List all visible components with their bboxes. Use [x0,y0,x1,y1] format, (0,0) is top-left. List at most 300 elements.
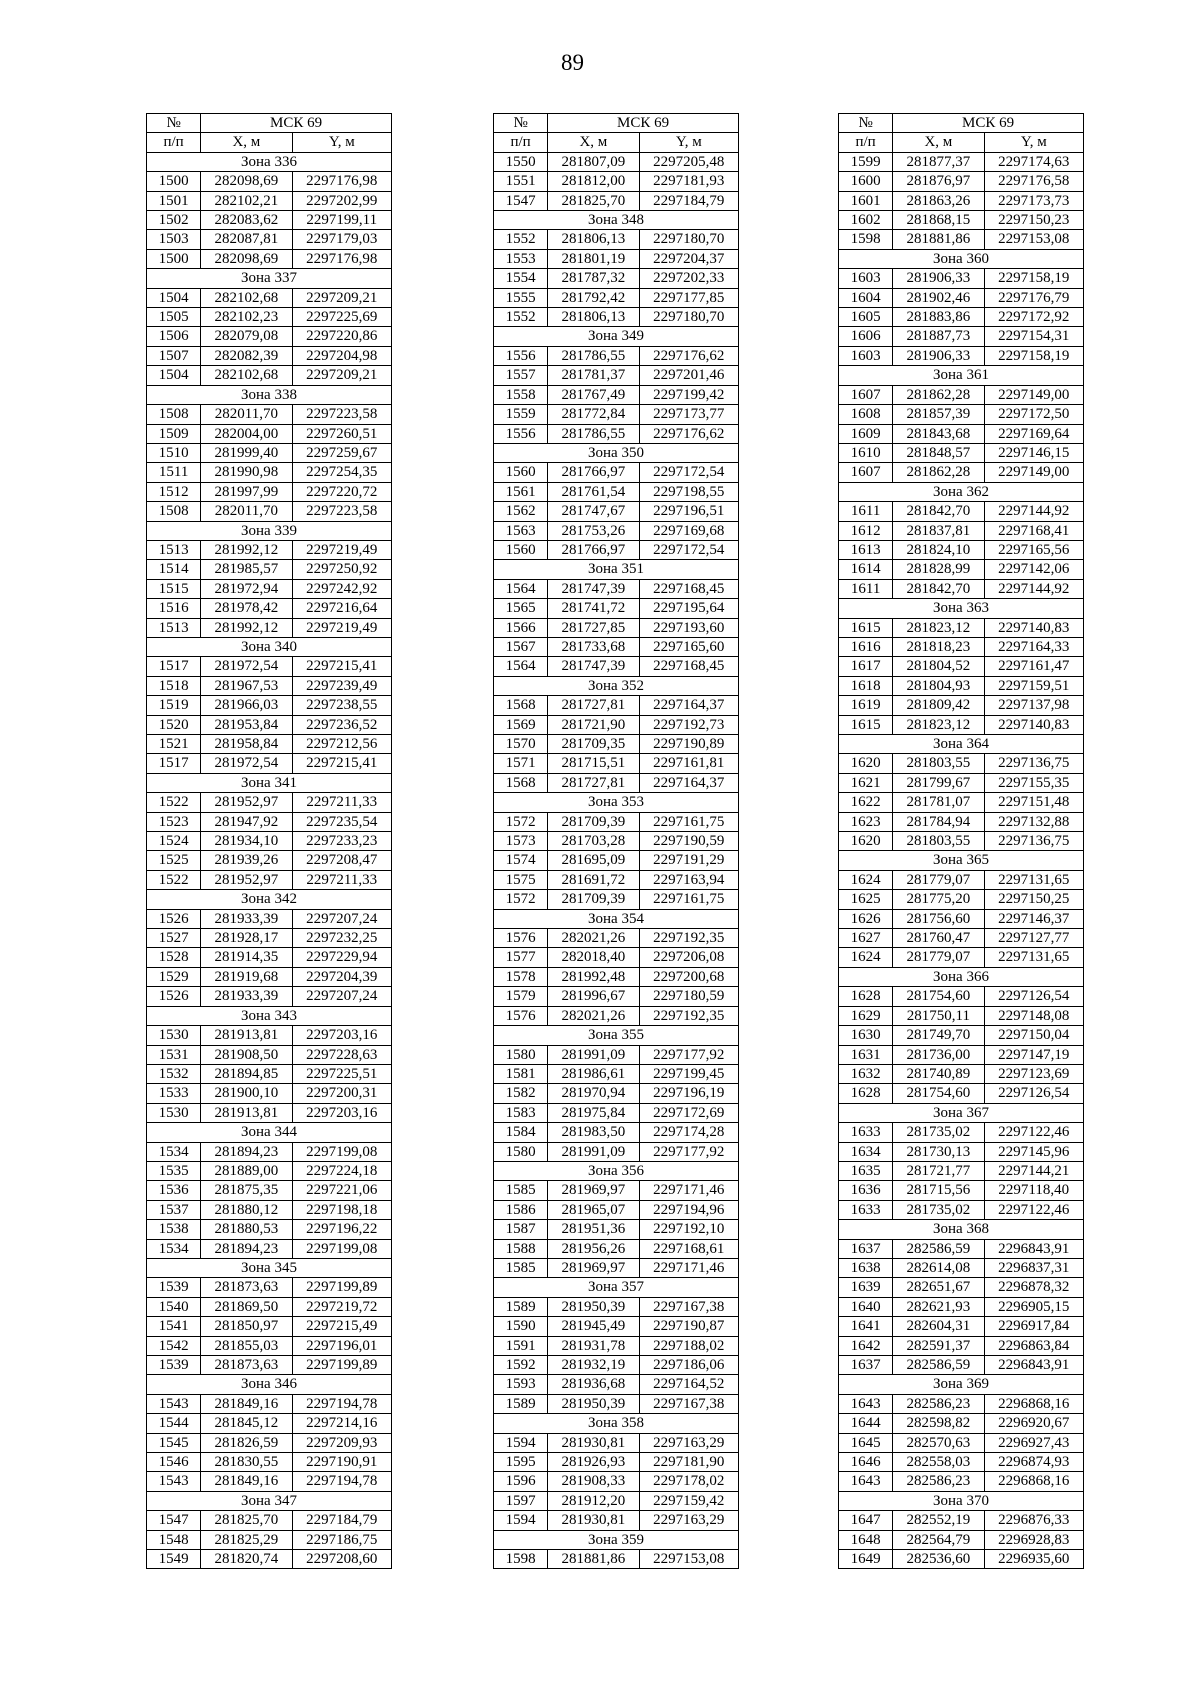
y-coordinate: 2297216,64 [292,599,391,618]
point-number: 1631 [839,1045,893,1064]
point-number: 1558 [494,385,548,404]
x-coordinate: 281843,68 [893,424,984,443]
point-number: 1534 [147,1142,201,1161]
y-coordinate: 2297177,92 [639,1045,738,1064]
zone-title: Зона 354 [494,909,739,928]
table-row [839,948,1084,967]
y-coordinate: 2297190,87 [639,1317,738,1336]
table-row [494,269,739,288]
x-coordinate: 281721,90 [548,715,639,734]
point-number: 1564 [494,657,548,676]
point-number: 1587 [494,1220,548,1239]
y-coordinate: 2297167,38 [639,1297,738,1316]
zone-title: Зона 347 [147,1491,392,1510]
x-coordinate: 281883,86 [893,308,984,327]
point-number: 1598 [494,1550,548,1569]
x-coordinate: 282102,68 [201,288,292,307]
point-number: 1560 [494,463,548,482]
point-number: 1500 [147,249,201,268]
y-coordinate: 2297150,04 [984,1026,1083,1045]
y-coordinate: 2297188,02 [639,1336,738,1355]
zone-title: Зона 368 [839,1220,1084,1239]
table-row [839,385,1084,404]
x-coordinate: 281848,57 [893,443,984,462]
y-coordinate: 2297214,16 [292,1414,391,1433]
zone-row [839,967,1084,986]
table-row [839,1006,1084,1025]
point-number: 1508 [147,502,201,521]
x-coordinate: 281784,94 [893,812,984,831]
y-coordinate: 2297161,75 [639,812,738,831]
x-coordinate: 281952,97 [201,870,292,889]
point-number: 1613 [839,540,893,559]
point-number: 1589 [494,1394,548,1413]
y-coordinate: 2297215,41 [292,657,391,676]
x-coordinate: 282098,69 [201,249,292,268]
x-coordinate: 281991,09 [548,1142,639,1161]
table-row [147,1530,392,1549]
point-number: 1517 [147,754,201,773]
y-coordinate: 2297171,46 [639,1181,738,1200]
y-coordinate: 2297178,02 [639,1472,738,1491]
table-row [147,579,392,598]
x-coordinate: 281766,97 [548,540,639,559]
zone-row [147,773,392,792]
y-coordinate: 2297163,94 [639,870,738,889]
point-number: 1570 [494,735,548,754]
point-number: 1609 [839,424,893,443]
y-coordinate: 2297127,77 [984,929,1083,948]
x-coordinate: 281881,86 [548,1550,639,1569]
table-row [147,308,392,327]
point-number: 1586 [494,1200,548,1219]
point-number: 1511 [147,463,201,482]
point-number: 1530 [147,1103,201,1122]
point-number: 1501 [147,191,201,210]
point-number: 1606 [839,327,893,346]
point-number: 1602 [839,211,893,230]
x-coordinate: 282564,79 [893,1530,984,1549]
point-number: 1637 [839,1356,893,1375]
x-coordinate: 281855,03 [201,1336,292,1355]
y-coordinate: 2297154,31 [984,327,1083,346]
x-coordinate: 281709,35 [548,735,639,754]
y-coordinate: 2297186,06 [639,1356,738,1375]
table-row [147,735,392,754]
y-coordinate: 2297260,51 [292,424,391,443]
table-row [839,1258,1084,1277]
point-number: 1566 [494,618,548,637]
y-coordinate: 2297179,03 [292,230,391,249]
y-coordinate: 2297236,52 [292,715,391,734]
table-row [839,1123,1084,1142]
table-row [839,1394,1084,1413]
point-number: 1568 [494,696,548,715]
x-coordinate: 281930,81 [548,1511,639,1530]
x-coordinate: 281837,81 [893,521,984,540]
table-row [839,1239,1084,1258]
zone-row [494,327,739,346]
header-row [839,114,1084,133]
point-number: 1567 [494,637,548,656]
x-coordinate: 281913,81 [201,1103,292,1122]
x-coordinate: 281914,35 [201,948,292,967]
point-number: 1529 [147,967,201,986]
point-number: 1634 [839,1142,893,1161]
x-coordinate: 281787,32 [548,269,639,288]
table-row [494,812,739,831]
x-coordinate: 281806,13 [548,308,639,327]
x-coordinate: 281876,97 [893,172,984,191]
x-coordinate: 282082,39 [201,346,292,365]
x-coordinate: 281887,73 [893,327,984,346]
table-row [839,560,1084,579]
x-coordinate: 281862,28 [893,463,984,482]
zone-row [494,1161,739,1180]
x-coordinate: 281792,42 [548,288,639,307]
y-coordinate: 2297168,45 [639,657,738,676]
x-coordinate: 282604,31 [893,1317,984,1336]
table-row [839,1356,1084,1375]
table-row [147,230,392,249]
y-coordinate: 2297164,37 [639,696,738,715]
y-coordinate: 2297150,25 [984,890,1083,909]
point-number: 1647 [839,1511,893,1530]
x-coordinate: 281691,72 [548,870,639,889]
point-number: 1589 [494,1297,548,1316]
x-coordinate: 281939,26 [201,851,292,870]
x-coordinate: 281975,84 [548,1103,639,1122]
point-number: 1620 [839,754,893,773]
table-row [147,502,392,521]
x-coordinate: 281823,12 [893,618,984,637]
point-number: 1518 [147,676,201,695]
table-row [147,1550,392,1569]
zone-row [839,482,1084,501]
table-row [147,948,392,967]
table-row [494,696,739,715]
y-coordinate: 2297142,06 [984,560,1083,579]
y-coordinate: 2297194,96 [639,1200,738,1219]
y-coordinate: 2297204,39 [292,967,391,986]
y-coordinate: 2297164,52 [639,1375,738,1394]
y-coordinate: 2297176,98 [292,249,391,268]
x-coordinate: 281880,53 [201,1220,292,1239]
point-number: 1523 [147,812,201,831]
table-row [494,773,739,792]
point-number: 1620 [839,832,893,851]
zone-title: Зона 352 [494,676,739,695]
header-number: № [147,114,201,133]
y-coordinate: 2297223,58 [292,405,391,424]
y-coordinate: 2297195,64 [639,599,738,618]
y-coordinate: 2297219,49 [292,540,391,559]
x-coordinate: 281991,09 [548,1045,639,1064]
point-number: 1598 [839,230,893,249]
y-coordinate: 2297250,92 [292,560,391,579]
point-number: 1557 [494,366,548,385]
x-coordinate: 281906,33 [893,346,984,365]
point-number: 1583 [494,1103,548,1122]
y-coordinate: 2297161,47 [984,657,1083,676]
x-coordinate: 281983,50 [548,1123,639,1142]
page-number: 89 [561,50,584,75]
point-number: 1548 [147,1530,201,1549]
y-coordinate: 2296876,33 [984,1511,1083,1530]
zone-row [147,269,392,288]
point-number: 1590 [494,1317,548,1336]
y-coordinate: 2297163,29 [639,1511,738,1530]
x-coordinate: 282011,70 [201,502,292,521]
x-coordinate: 281727,81 [548,773,639,792]
table-row [494,657,739,676]
table-row [494,502,739,521]
table-row [839,812,1084,831]
point-number: 1630 [839,1026,893,1045]
table-row [494,870,739,889]
y-coordinate: 2297220,72 [292,482,391,501]
y-coordinate: 2297208,47 [292,851,391,870]
point-number: 1560 [494,540,548,559]
x-coordinate: 281877,37 [893,152,984,171]
x-coordinate: 281761,54 [548,482,639,501]
table-row [839,579,1084,598]
zone-title: Зона 348 [494,211,739,230]
y-coordinate: 2297122,46 [984,1200,1083,1219]
coordinates-table-right [838,113,1084,1569]
x-coordinate: 281873,63 [201,1278,292,1297]
table-row [839,1414,1084,1433]
point-number: 1559 [494,405,548,424]
table-row [147,1511,392,1530]
table-row [494,1511,739,1530]
table-row [839,327,1084,346]
y-coordinate: 2296868,16 [984,1394,1083,1413]
table-row [147,1278,392,1297]
x-coordinate: 281820,74 [201,1550,292,1569]
x-coordinate: 281736,00 [893,1045,984,1064]
point-number: 1542 [147,1336,201,1355]
y-coordinate: 2297172,50 [984,405,1083,424]
x-coordinate: 282614,08 [893,1258,984,1277]
zone-title: Зона 346 [147,1375,392,1394]
zone-title: Зона 357 [494,1278,739,1297]
y-coordinate: 2296837,31 [984,1258,1083,1277]
x-coordinate: 281913,81 [201,1026,292,1045]
table-row [839,1161,1084,1180]
x-coordinate: 281850,97 [201,1317,292,1336]
x-coordinate: 282586,23 [893,1394,984,1413]
zone-row [839,249,1084,268]
header-y: Y, м [984,133,1083,152]
y-coordinate: 2297148,08 [984,1006,1083,1025]
table-row [494,929,739,948]
y-coordinate: 2296935,60 [984,1550,1083,1569]
y-coordinate: 2297192,73 [639,715,738,734]
x-coordinate: 281747,39 [548,657,639,676]
table-row [494,1550,739,1569]
table-row [839,657,1084,676]
table-row [494,288,739,307]
x-coordinate: 281950,39 [548,1297,639,1316]
table-row [839,1084,1084,1103]
table-row [494,851,739,870]
point-number: 1515 [147,579,201,598]
zone-title: Зона 361 [839,366,1084,385]
point-number: 1642 [839,1336,893,1355]
point-number: 1543 [147,1394,201,1413]
table-row [147,211,392,230]
point-number: 1614 [839,560,893,579]
y-coordinate: 2297145,96 [984,1142,1083,1161]
y-coordinate: 2297215,41 [292,754,391,773]
point-number: 1607 [839,463,893,482]
point-number: 1645 [839,1433,893,1452]
x-coordinate: 281945,49 [548,1317,639,1336]
point-number: 1601 [839,191,893,210]
x-coordinate: 281818,23 [893,637,984,656]
point-number: 1616 [839,637,893,656]
x-coordinate: 281950,39 [548,1394,639,1413]
zone-row [839,599,1084,618]
x-coordinate: 281804,93 [893,676,984,695]
y-coordinate: 2297211,33 [292,870,391,889]
y-coordinate: 2297181,90 [639,1453,738,1472]
header-x: X, м [893,133,984,152]
y-coordinate: 2297186,75 [292,1530,391,1549]
point-number: 1611 [839,579,893,598]
x-coordinate: 281807,09 [548,152,639,171]
y-coordinate: 2297140,83 [984,618,1083,637]
table-row [494,405,739,424]
point-number: 1585 [494,1258,548,1277]
table-row [839,1142,1084,1161]
table-row [147,812,392,831]
zone-row [494,1530,739,1549]
y-coordinate: 2297180,70 [639,230,738,249]
point-number: 1641 [839,1317,893,1336]
x-coordinate: 281894,23 [201,1239,292,1258]
table-row [494,599,739,618]
x-coordinate: 281806,13 [548,230,639,249]
y-coordinate: 2297172,54 [639,463,738,482]
point-number: 1593 [494,1375,548,1394]
coordinates-table-left [146,113,392,1569]
x-coordinate: 281908,50 [201,1045,292,1064]
table-row [839,191,1084,210]
x-coordinate: 281969,97 [548,1258,639,1277]
x-coordinate: 281997,99 [201,482,292,501]
table-row [839,1278,1084,1297]
table-row [147,327,392,346]
y-coordinate: 2297146,37 [984,909,1083,928]
point-number: 1629 [839,1006,893,1025]
point-number: 1569 [494,715,548,734]
point-number: 1561 [494,482,548,501]
y-coordinate: 2297161,81 [639,754,738,773]
y-coordinate: 2297149,00 [984,463,1083,482]
x-coordinate: 281740,89 [893,1064,984,1083]
y-coordinate: 2296874,93 [984,1453,1083,1472]
y-coordinate: 2297199,11 [292,211,391,230]
x-coordinate: 281936,68 [548,1375,639,1394]
x-coordinate: 282586,23 [893,1472,984,1491]
y-coordinate: 2297136,75 [984,754,1083,773]
table-row [839,1064,1084,1083]
table-row [839,443,1084,462]
point-number: 1632 [839,1064,893,1083]
y-coordinate: 2297163,29 [639,1433,738,1452]
x-coordinate: 281880,12 [201,1200,292,1219]
table-row [494,230,739,249]
zone-row [147,1123,392,1142]
point-number: 1624 [839,948,893,967]
x-coordinate: 281900,10 [201,1084,292,1103]
point-number: 1576 [494,1006,548,1025]
zone-title: Зона 366 [839,967,1084,986]
point-number: 1528 [147,948,201,967]
table-row [147,715,392,734]
y-coordinate: 2296843,91 [984,1356,1083,1375]
y-coordinate: 2297168,41 [984,521,1083,540]
point-number: 1534 [147,1239,201,1258]
x-coordinate: 281875,35 [201,1181,292,1200]
y-coordinate: 2297172,92 [984,308,1083,327]
zone-row [147,890,392,909]
y-coordinate: 2296843,91 [984,1239,1083,1258]
x-coordinate: 281992,48 [548,967,639,986]
y-coordinate: 2297176,58 [984,172,1083,191]
y-coordinate: 2297202,99 [292,191,391,210]
point-number: 1524 [147,832,201,851]
table-row [147,424,392,443]
coordinates-table-middle [493,113,739,1569]
point-number: 1507 [147,346,201,365]
y-coordinate: 2297173,73 [984,191,1083,210]
table-row [839,1297,1084,1316]
y-coordinate: 2297174,28 [639,1123,738,1142]
point-number: 1547 [494,191,548,210]
x-coordinate: 281754,60 [893,987,984,1006]
y-coordinate: 2297184,79 [292,1511,391,1530]
point-number: 1572 [494,812,548,831]
point-number: 1594 [494,1511,548,1530]
x-coordinate: 281803,55 [893,754,984,773]
y-coordinate: 2297225,69 [292,308,391,327]
y-coordinate: 2297200,68 [639,967,738,986]
zone-row [494,560,739,579]
point-number: 1646 [839,1453,893,1472]
table-row [494,1394,739,1413]
y-coordinate: 2297199,45 [639,1064,738,1083]
zone-title: Зона 362 [839,482,1084,501]
table-row [147,1103,392,1122]
y-coordinate: 2297161,75 [639,890,738,909]
zone-title: Зона 343 [147,1006,392,1025]
y-coordinate: 2297144,21 [984,1161,1083,1180]
x-coordinate: 281951,36 [548,1220,639,1239]
table-row [147,599,392,618]
y-coordinate: 2297169,64 [984,424,1083,443]
table-row [147,1045,392,1064]
x-coordinate: 281721,77 [893,1161,984,1180]
point-number: 1625 [839,890,893,909]
x-coordinate: 281952,97 [201,793,292,812]
x-coordinate: 281826,59 [201,1433,292,1452]
x-coordinate: 282586,59 [893,1356,984,1375]
x-coordinate: 281926,93 [548,1453,639,1472]
y-coordinate: 2297203,16 [292,1026,391,1045]
